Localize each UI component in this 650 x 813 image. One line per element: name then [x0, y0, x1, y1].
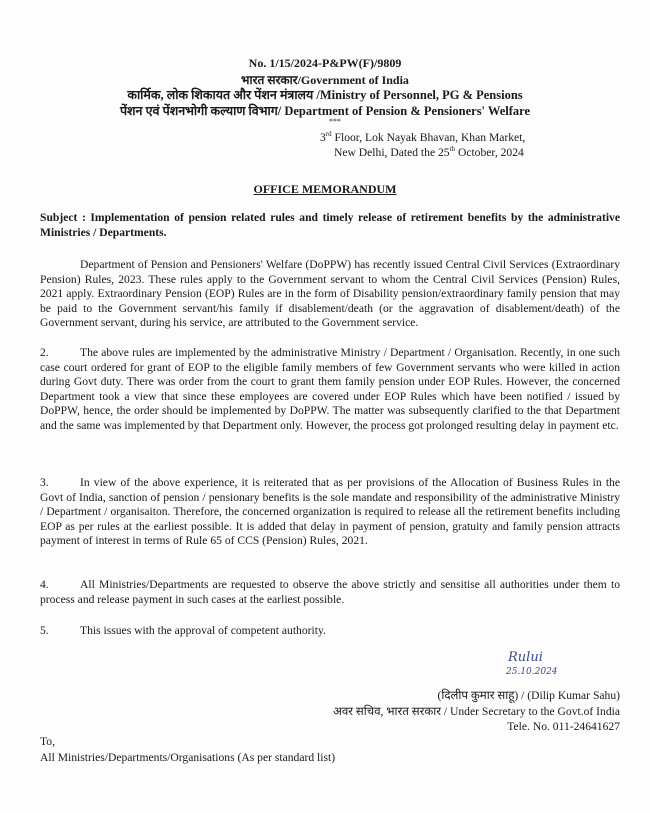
signature-date: 25.10.2024	[506, 667, 558, 677]
paragraph-text: All Ministries/Departments are requested to observe the above strictly and sensitise all authorities under them to process and release payment in such cases at the earliest possible.	[40, 578, 620, 606]
paragraph-text: The above rules are implemented by the administrative Ministry / Department / Organisation. Recently, in one such case court ordered for grant of EOP to the eligible family members of few Government servants who were killed in action during Govt duty. There was order from the court to grant them family pension under EOP Rules. However, the concerned Department took a view that since these employees are covered under EOP Rules which have been notified / issued by DoPPW, hence, the order should be implemented by DoPPW. The matter was subsequently clarified to the that Department and the same was implemented by that Department only. However, the process got prolonged resulting delay in payment etc.	[40, 346, 620, 432]
paragraph-4	[40, 578, 620, 607]
signature-initials: Rului	[508, 650, 543, 665]
address-sup: rd	[325, 130, 332, 138]
file-number: No. 1/15/2024-P&PW(F)/9809	[248, 56, 402, 70]
ministry-line: कार्मिक, लोक शिकायत और पेंशन मंत्रालय /Ministry of Personnel, PG & Pensions	[127, 88, 523, 102]
date-text: October, 2024	[455, 145, 524, 159]
document-title: OFFICE MEMORANDUM	[253, 182, 397, 196]
paragraph-number: 4.	[40, 578, 49, 591]
paragraph-3	[40, 476, 620, 549]
paragraph-1	[40, 258, 620, 331]
paragraph-number: 3.	[40, 476, 49, 489]
paragraph-number: 2.	[40, 346, 49, 359]
paragraph-text: In view of the above experience, it is reiterated that as per provisions of the Allocation of Business Rules in the Govt of India, sanction of pension / pensionary benefits is the sole mandate and responsibility of the administrative Ministry / Department / organisaiton. Therefore, the concerned organization is required to release all the retirement benefits including EOP as per rules at the earliest possible. It is added that delay in payment of pension, gratuity and family pension attracts payment of interest in terms of Rule 65 of CCS (Pension) Rules, 2021.	[40, 476, 620, 548]
paragraph-2	[40, 346, 620, 434]
date-sup: th	[449, 145, 456, 153]
govt-line: भारत सरकार/Government of India	[241, 73, 409, 87]
recipient-list: All Ministries/Departments/Organisations (As per standard list)	[40, 751, 336, 764]
date-prefix: New Delhi, Dated the 25	[334, 145, 450, 159]
stars-separator: ***	[329, 117, 341, 126]
signatory-name: (दिलीप कुमार साहू) / (Dilip Kumar Sahu)	[437, 689, 620, 702]
department-line: पेंशन एवं पेंशनभोगी कल्याण विभाग/ Department of Pension & Pensioners' Welfare	[119, 104, 531, 118]
subject-line: Subject : Implementation of pension related rules and timely release of retirement benefits by the administrative Ministries / Departments.	[40, 211, 620, 239]
signatory-phone: Tele. No. 011-24641627	[507, 720, 620, 733]
paragraph-5	[40, 624, 620, 639]
address-floor-number: 3	[320, 130, 326, 144]
paragraph-text: Department of Pension and Pensioners' Welfare (DoPPW) has recently issued Central Civil Services (Extraordinary Pension) Rules, 2023. These rules apply to the Government servant to whom the Central Civil Services (Pension) Rules, 2021 apply. Extraordinary Pension (EOP) Rules are in the form of Disability pension/extraordinary family pension that may be paid to the Government servant/his family if disablement/death (or the aggravation of disablement/death) of the Government servant, during his service, are attributed to the Government service.	[40, 258, 620, 330]
address-text: Floor, Lok Nayak Bhavan, Khan Market,	[331, 130, 526, 144]
to-label: To,	[40, 735, 55, 748]
paragraph-number: 5.	[40, 624, 49, 637]
paragraph-text: This issues with the approval of competent authority.	[80, 624, 326, 637]
address-line-1	[320, 130, 525, 144]
signatory-designation: अवर सचिव, भारत सरकार / Under Secretary to the Govt.of India	[332, 705, 620, 718]
address-line-2	[334, 145, 524, 159]
